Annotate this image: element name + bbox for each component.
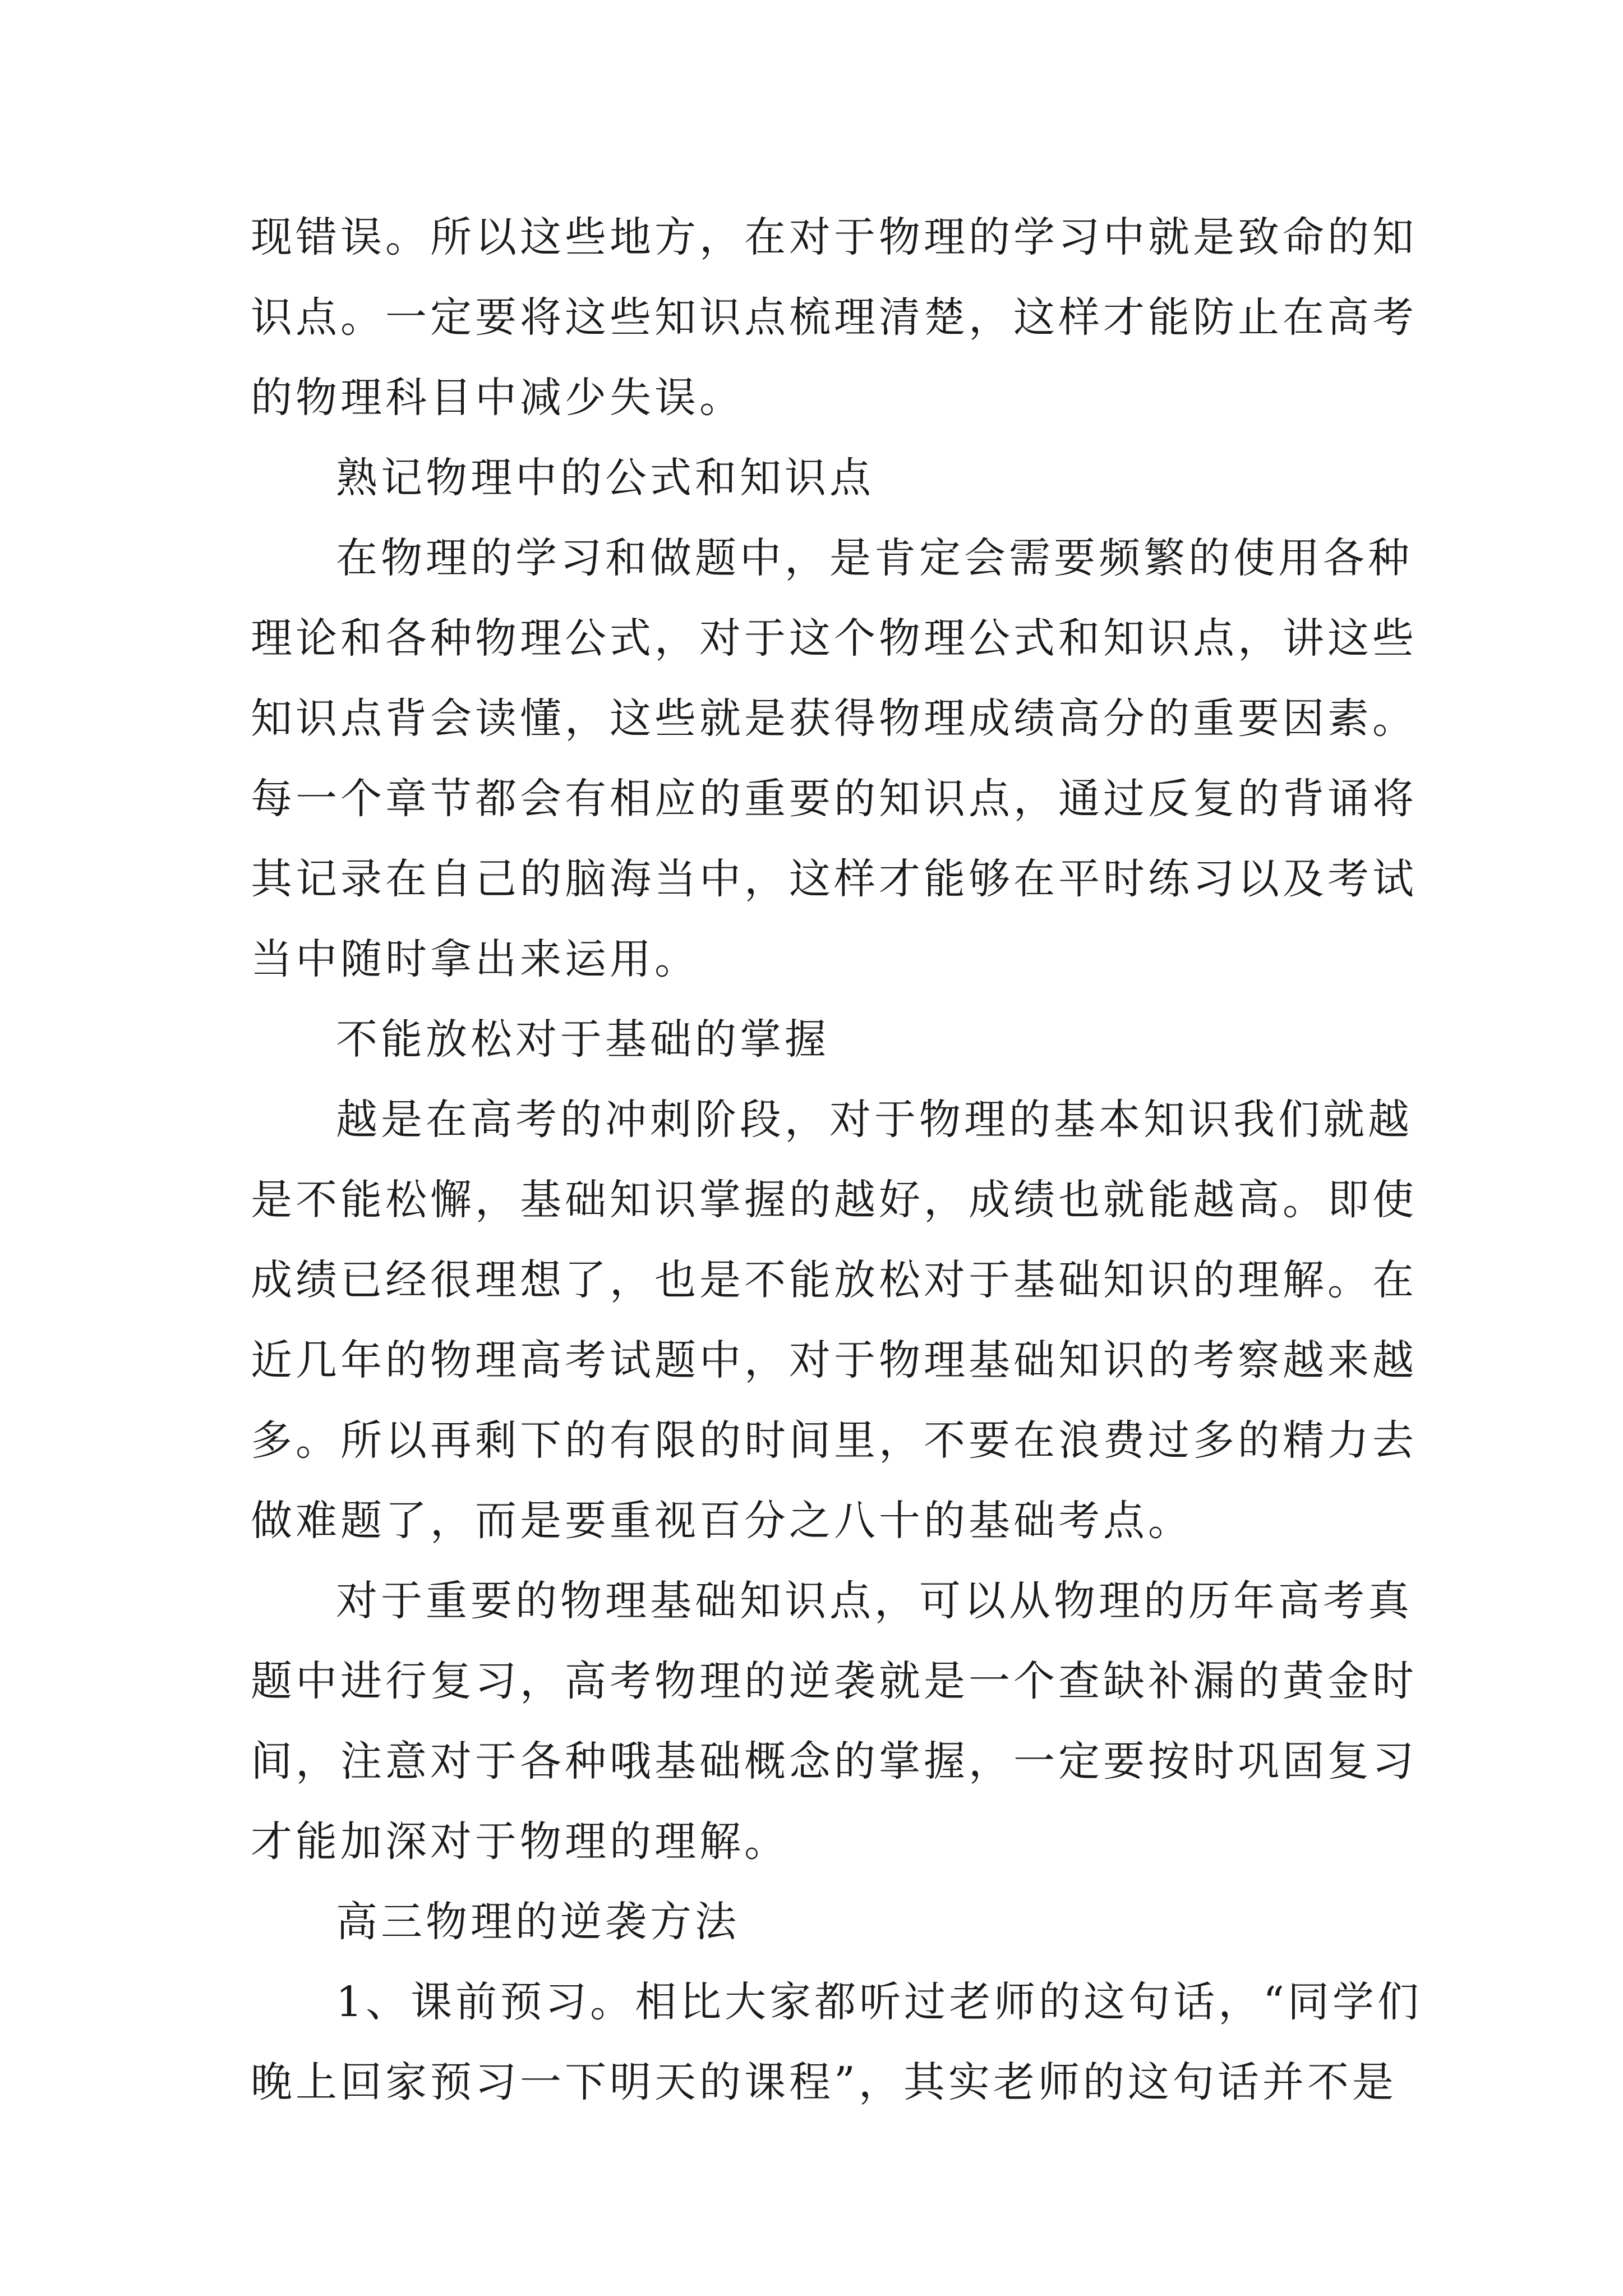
text-line: 现错误。所以这些地方，在对于物理的学习中就是致命的知	[251, 213, 1417, 261]
text-line: 知识点背会读懂，这些就是获得物理成绩高分的重要因素。	[251, 694, 1417, 743]
text-line: 每一个章节都会有相应的重要的知识点，通过反复的背诵将	[251, 775, 1417, 823]
text-line: 晚上回家预习一下明天的课程”，其实老师的这句话并不是	[251, 2058, 1397, 2106]
paragraph-start-line: 高三物理的逆袭方法	[336, 1898, 740, 1946]
text-line: 做难题了，而是要重视百分之八十的基础考点。	[251, 1497, 1193, 1545]
paragraph-start-line: 熟记物理中的公式和知识点	[336, 454, 874, 502]
text-line: 识点。一定要将这些知识点梳理清楚，这样才能防止在高考	[251, 293, 1417, 342]
text-line: 理论和各种物理公式，对于这个物理公式和知识点，讲这些	[251, 614, 1417, 662]
text-line: 题中进行复习，高考物理的逆袭就是一个查缺补漏的黄金时	[251, 1657, 1417, 1705]
paragraph-start-line: 1、课前预习。相比大家都听过老师的这句话，“同学们	[336, 1978, 1422, 2026]
text-line: 才能加深对于物理的理解。	[251, 1818, 789, 1866]
paragraph-start-line: 不能放松对于基础的掌握	[336, 1015, 829, 1064]
text-line: 当中随时拿出来运用。	[251, 935, 699, 983]
text-line: 其记录在自己的脑海当中，这样才能够在平时练习以及考试	[251, 855, 1417, 903]
text-line: 是不能松懈，基础知识掌握的越好，成绩也就能越高。即使	[251, 1176, 1417, 1224]
paragraph-start-line: 在物理的学习和做题中，是肯定会需要频繁的使用各种	[336, 534, 1413, 582]
text-line: 间，注意对于各种哦基础概念的掌握，一定要按时巩固复习	[251, 1737, 1417, 1786]
text-line: 多。所以再剩下的有限的时间里，不要在浪费过多的精力去	[251, 1416, 1417, 1465]
text-line: 的物理科目中减少失误。	[251, 374, 744, 422]
paragraph-start-line: 对于重要的物理基础知识点，可以从物理的历年高考真	[336, 1577, 1413, 1625]
text-line: 成绩已经很理想了，也是不能放松对于基础知识的理解。在	[251, 1256, 1417, 1304]
paragraph-start-line: 越是在高考的冲刺阶段，对于物理的基本知识我们就越	[336, 1096, 1413, 1144]
text-line: 近几年的物理高考试题中，对于物理基础知识的考察越来越	[251, 1336, 1417, 1384]
document-body	[251, 197, 1422, 2123]
